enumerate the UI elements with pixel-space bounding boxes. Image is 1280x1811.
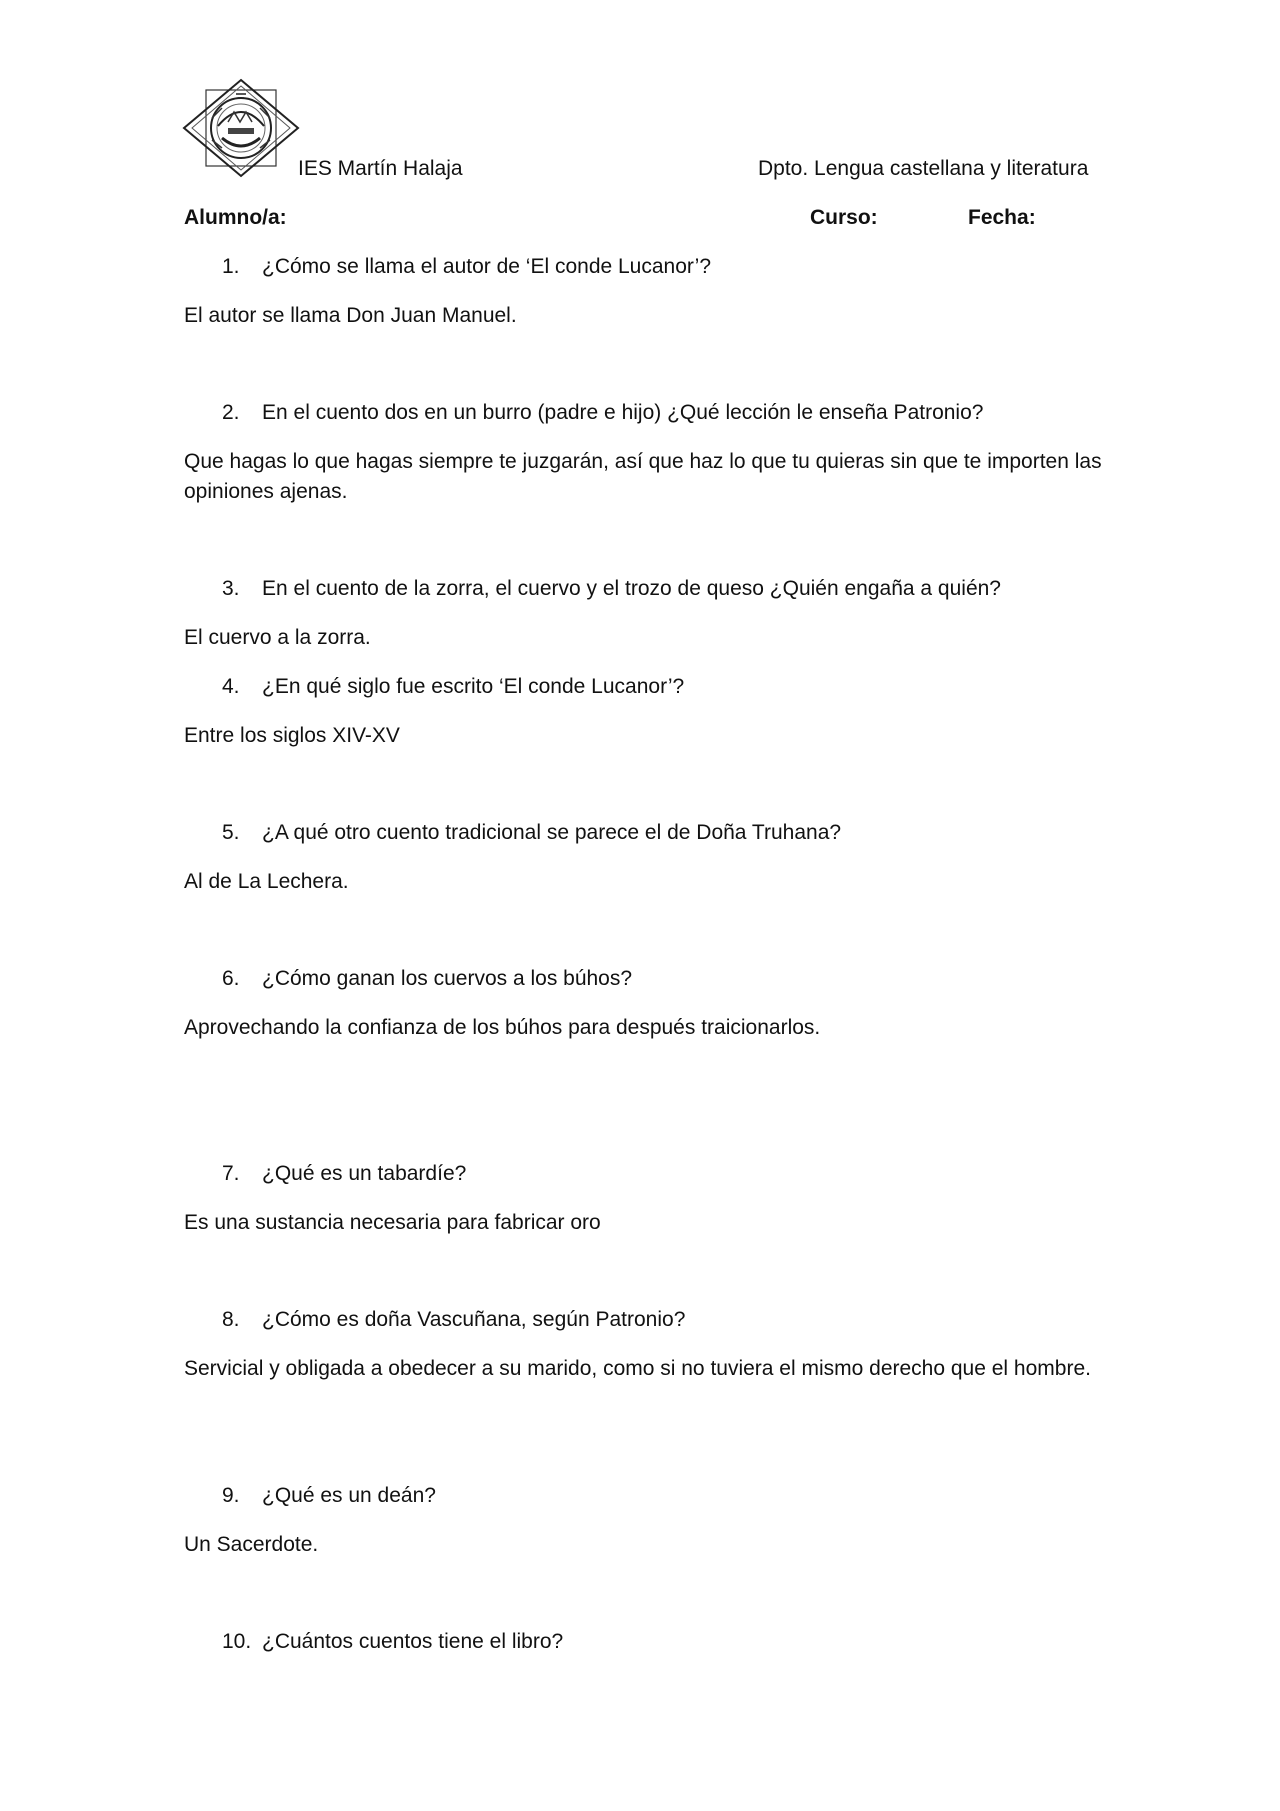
question-number: 4. bbox=[222, 675, 240, 698]
answer-2: Que hagas lo que hagas siempre te juzgarán, así que haz lo que tu quieras sin que te importen las opiniones ajenas. bbox=[184, 450, 1102, 503]
question-5 bbox=[222, 818, 1122, 848]
question-text: ¿Cuántos cuentos tiene el libro? bbox=[262, 1630, 564, 1653]
question-text: ¿A qué otro cuento tradicional se parece el de Doña Truhana? bbox=[262, 821, 842, 844]
question-7 bbox=[222, 1159, 1122, 1189]
answer-5: Al de La Lechera. bbox=[184, 870, 349, 893]
question-number: 8. bbox=[222, 1308, 240, 1331]
question-number: 1. bbox=[222, 255, 240, 278]
question-text: En el cuento de la zorra, el cuervo y el trozo de queso ¿Quién engaña a quién? bbox=[262, 577, 1001, 600]
department-name: Dpto. Lengua castellana y literatura bbox=[758, 157, 1089, 180]
question-number: 7. bbox=[222, 1162, 240, 1185]
question-number: 10. bbox=[222, 1630, 252, 1653]
question-number: 3. bbox=[222, 577, 240, 600]
question-4 bbox=[222, 672, 1122, 702]
school-crest-logo bbox=[182, 78, 300, 178]
answer-6: Aprovechando la confianza de los búhos para después traicionarlos. bbox=[184, 1016, 821, 1039]
question-8 bbox=[222, 1305, 1122, 1335]
question-6 bbox=[222, 964, 1122, 994]
answer-7: Es una sustancia necesaria para fabricar oro bbox=[184, 1211, 601, 1234]
question-text: ¿Cómo es doña Vascuñana, según Patronio? bbox=[262, 1308, 686, 1331]
answer-1: El autor se llama Don Juan Manuel. bbox=[184, 304, 517, 327]
question-text: ¿En qué siglo fue escrito ‘El conde Lucanor’? bbox=[262, 675, 685, 698]
question-text: ¿Cómo se llama el autor de ‘El conde Lucanor’? bbox=[262, 255, 712, 278]
question-10 bbox=[222, 1627, 1122, 1657]
question-text: ¿Cómo ganan los cuervos a los búhos? bbox=[262, 967, 633, 990]
question-1 bbox=[222, 252, 1122, 282]
date-label: Fecha: bbox=[968, 206, 1036, 229]
question-number: 6. bbox=[222, 967, 240, 990]
answer-9: Un Sacerdote. bbox=[184, 1533, 319, 1556]
question-text: En el cuento dos en un burro (padre e hijo) ¿Qué lección le enseña Patronio? bbox=[262, 401, 984, 424]
question-number: 5. bbox=[222, 821, 240, 844]
answer-8: Servicial y obligada a obedecer a su marido, como si no tuviera el mismo derecho que el hombre. bbox=[184, 1357, 1091, 1380]
question-9 bbox=[222, 1481, 1122, 1511]
question-number: 2. bbox=[222, 401, 240, 424]
answer-3: El cuervo a la zorra. bbox=[184, 626, 371, 649]
question-2 bbox=[222, 398, 1122, 428]
question-text: ¿Qué es un deán? bbox=[262, 1484, 436, 1507]
answer-4: Entre los siglos XIV-XV bbox=[184, 724, 400, 747]
question-text: ¿Qué es un tabardíe? bbox=[262, 1162, 467, 1185]
question-number: 9. bbox=[222, 1484, 240, 1507]
course-label: Curso: bbox=[810, 206, 878, 229]
student-label: Alumno/a: bbox=[184, 206, 287, 229]
school-name: IES Martín Halaja bbox=[298, 157, 463, 180]
question-3 bbox=[222, 574, 1122, 604]
